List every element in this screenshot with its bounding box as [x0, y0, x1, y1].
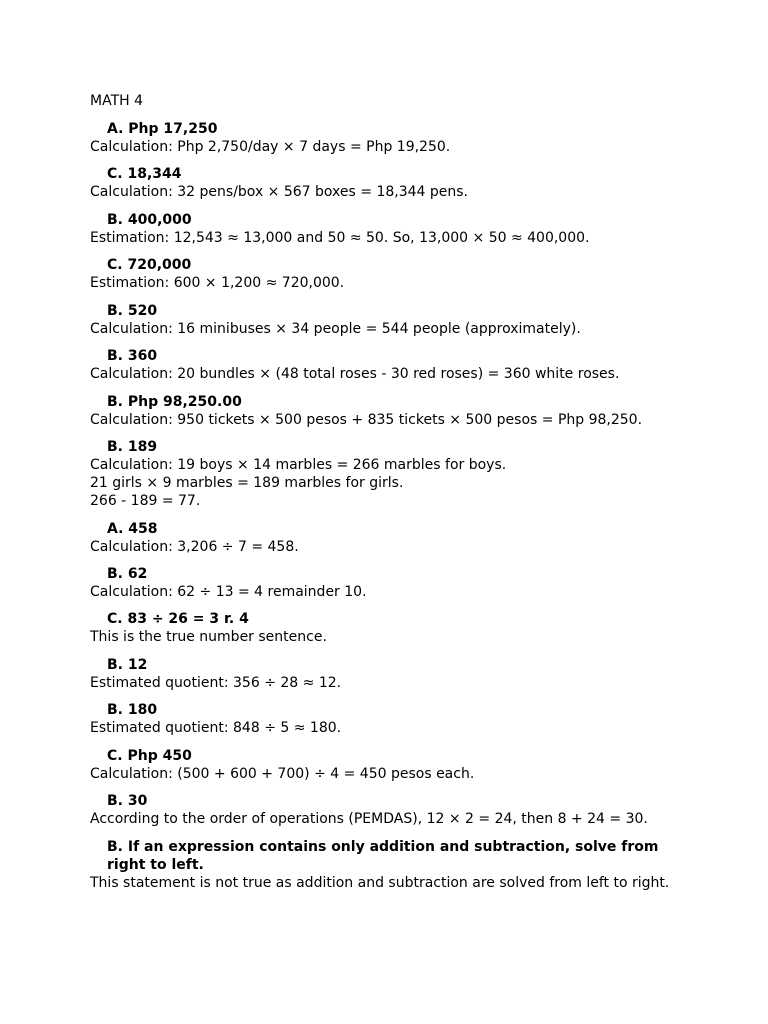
checkbox-marker-icon — [90, 838, 102, 874]
answer-label: C. Php 450 — [107, 748, 192, 764]
answer-label: B. 30 — [107, 793, 148, 809]
explanation-line: Estimated quotient: 356 ÷ 28 ≈ 12. — [90, 675, 342, 691]
answer-label: C. 720,000 — [107, 257, 192, 273]
answer-line — [90, 393, 690, 411]
answer-label: B. 62 — [107, 566, 148, 582]
answer-list — [90, 120, 690, 892]
answer-item — [90, 256, 690, 292]
explanation-line: 266 - 189 = 77. — [90, 493, 201, 509]
explanation-line: According to the order of operations (PEMDAS), 12 × 2 = 24, then 8 + 24 = 30. — [90, 811, 648, 827]
answer-line — [90, 165, 690, 183]
checkbox-marker-icon — [90, 120, 102, 138]
explanation-line: Calculation: 19 boys × 14 marbles = 266 marbles for boys. — [90, 457, 507, 473]
explanation — [90, 628, 690, 646]
answer-label: B. 520 — [107, 303, 158, 319]
answer-item — [90, 165, 690, 201]
answer-item — [90, 438, 690, 510]
answer-line — [90, 792, 690, 810]
checkbox-marker-icon — [90, 656, 102, 674]
answer-item — [90, 656, 690, 692]
answer-line — [90, 838, 690, 874]
answer-label: B. 189 — [107, 439, 158, 455]
explanation-line: Calculation: 62 ÷ 13 = 4 remainder 10. — [90, 584, 367, 600]
answer-line — [90, 610, 690, 628]
checkbox-marker-icon — [90, 256, 102, 274]
checkbox-marker-icon — [90, 211, 102, 229]
explanation — [90, 583, 690, 601]
explanation — [90, 719, 690, 737]
document-title: MATH 4 — [90, 93, 144, 109]
answer-line — [90, 656, 690, 674]
explanation-line: Estimation: 12,543 ≈ 13,000 and 50 ≈ 50. So, 13,000 × 50 ≈ 400,000. — [90, 230, 590, 246]
answer-item — [90, 838, 690, 892]
answer-item — [90, 120, 690, 156]
explanation — [90, 674, 690, 692]
answer-line — [90, 520, 690, 538]
explanation-line: Calculation: 20 bundles × (48 total roses - 30 red roses) = 360 white roses. — [90, 366, 620, 382]
checkbox-marker-icon — [90, 347, 102, 365]
answer-line — [90, 211, 690, 229]
checkbox-marker-icon — [90, 438, 102, 456]
answer-item — [90, 211, 690, 247]
answer-label: A. Php 17,250 — [107, 121, 218, 137]
answer-label: C. 18,344 — [107, 166, 182, 182]
explanation — [90, 365, 690, 383]
explanation-line: Calculation: 950 tickets × 500 pesos + 835 tickets × 500 pesos = Php 98,250. — [90, 412, 643, 428]
answer-line — [90, 120, 690, 138]
answer-label: B. 12 — [107, 657, 148, 673]
explanation — [90, 765, 690, 783]
explanation — [90, 411, 690, 429]
explanation — [90, 229, 690, 247]
explanation-line: Calculation: (500 + 600 + 700) ÷ 4 = 450 pesos each. — [90, 766, 475, 782]
answer-item — [90, 565, 690, 601]
answer-label: C. 83 ÷ 26 = 3 r. 4 — [107, 611, 249, 627]
answer-item — [90, 393, 690, 429]
checkbox-marker-icon — [90, 610, 102, 628]
checkbox-marker-icon — [90, 165, 102, 183]
answer-item — [90, 610, 690, 646]
checkbox-marker-icon — [90, 701, 102, 719]
explanation — [90, 320, 690, 338]
answer-item — [90, 792, 690, 828]
answer-label: B. If an expression contains only addition and subtraction, solve from right to left. — [107, 839, 659, 873]
answer-item — [90, 747, 690, 783]
explanation — [90, 274, 690, 292]
answer-label: B. Php 98,250.00 — [107, 394, 242, 410]
checkbox-marker-icon — [90, 393, 102, 411]
explanation — [90, 538, 690, 556]
answer-line — [90, 565, 690, 583]
answer-item — [90, 302, 690, 338]
explanation-line: Estimation: 600 × 1,200 ≈ 720,000. — [90, 275, 345, 291]
explanation-line: Calculation: 16 minibuses × 34 people = 544 people (approximately). — [90, 321, 581, 337]
explanation-line: This statement is not true as addition and subtraction are solved from left to right. — [90, 875, 670, 891]
explanation-line: Calculation: 32 pens/box × 567 boxes = 18,344 pens. — [90, 184, 468, 200]
explanation — [90, 874, 690, 892]
explanation — [90, 456, 690, 510]
explanation — [90, 138, 690, 156]
explanation — [90, 810, 690, 828]
answer-label: A. 458 — [107, 521, 158, 537]
answer-line — [90, 347, 690, 365]
checkbox-marker-icon — [90, 792, 102, 810]
checkbox-marker-icon — [90, 520, 102, 538]
explanation-line: Calculation: 3,206 ÷ 7 = 458. — [90, 539, 299, 555]
answer-item — [90, 520, 690, 556]
answer-line — [90, 747, 690, 765]
explanation-line: 21 girls × 9 marbles = 189 marbles for girls. — [90, 475, 404, 491]
checkbox-marker-icon — [90, 302, 102, 320]
answer-line — [90, 438, 690, 456]
explanation — [90, 183, 690, 201]
explanation-line: This is the true number sentence. — [90, 629, 327, 645]
answer-line — [90, 256, 690, 274]
answer-label: B. 360 — [107, 348, 158, 364]
answer-label: B. 400,000 — [107, 212, 192, 228]
checkbox-marker-icon — [90, 747, 102, 765]
answer-line — [90, 302, 690, 320]
checkbox-marker-icon — [90, 565, 102, 583]
explanation-line: Estimated quotient: 848 ÷ 5 ≈ 180. — [90, 720, 342, 736]
answer-item — [90, 701, 690, 737]
explanation-line: Calculation: Php 2,750/day × 7 days = Php 19,250. — [90, 139, 451, 155]
answer-label: B. 180 — [107, 702, 158, 718]
answer-item — [90, 347, 690, 383]
answer-line — [90, 701, 690, 719]
